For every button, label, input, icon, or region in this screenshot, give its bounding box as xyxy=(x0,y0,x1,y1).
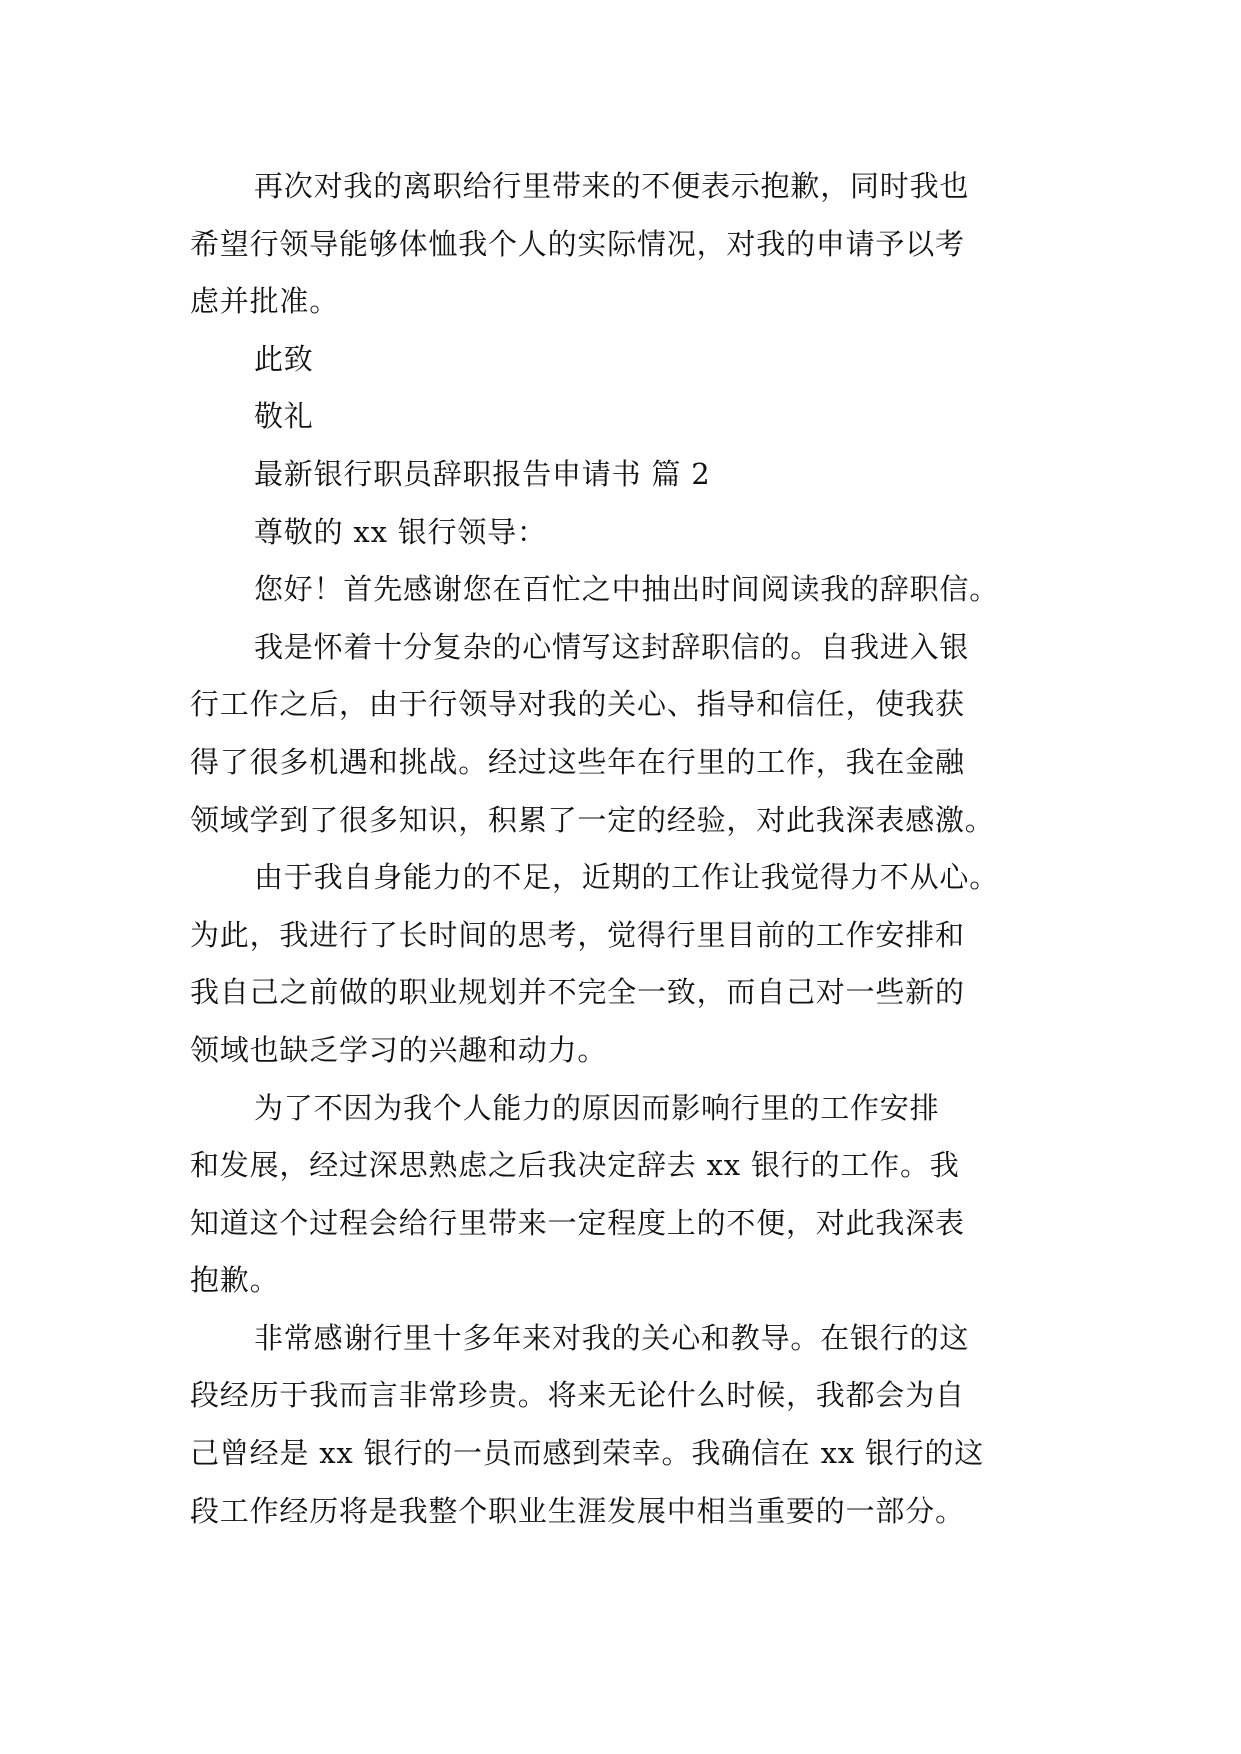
text-line: 领域学到了很多知识，积累了一定的经验，对此我深表感激。 xyxy=(190,802,995,837)
text-line: 和发展，经过深思熟虑之后我决定辞去 xx 银行的工作。我 xyxy=(190,1148,960,1183)
text-line: 希望行领导能够体恤我个人的实际情况，对我的申请予以考 xyxy=(190,226,965,261)
text-line: 虑并批准。 xyxy=(190,284,340,319)
text-line: 知道这个过程会给行里带来一定程度上的不便，对此我深表 xyxy=(190,1205,965,1240)
paragraph-opening xyxy=(190,561,1070,619)
paragraph-decision xyxy=(190,1080,1070,1310)
text-line: 己曾经是 xx 银行的一员而感到荣幸。我确信在 xx 银行的这 xyxy=(190,1436,985,1471)
text-line: 段工作经历将是我整个职业生涯发展中相当重要的一部分。 xyxy=(190,1493,965,1528)
section-heading xyxy=(190,446,1070,504)
text-line: 行工作之后，由于行领导对我的关心、指导和信任，使我获 xyxy=(190,687,965,722)
text-line: 段经历于我而言非常珍贵。将来无论什么时候，我都会为自 xyxy=(190,1378,965,1413)
paragraph-closing-apology xyxy=(190,158,1070,331)
text-line: 抱歉。 xyxy=(190,1263,280,1298)
text-line: 再次对我的离职给行里带来的不便表示抱歉，同时我也 xyxy=(254,169,970,203)
text-line: 您好！首先感谢您在百忙之中抽出时间阅读我的辞职信。 xyxy=(254,572,1000,607)
text-line: 为此，我进行了长时间的思考，觉得行里目前的工作安排和 xyxy=(190,917,965,952)
text-line: 我自己之前做的职业规划并不完全一致，而自己对一些新的 xyxy=(190,975,965,1010)
text-line: 领域也缺乏学习的兴趣和动力。 xyxy=(190,1032,608,1067)
letter-greeting xyxy=(190,504,1070,562)
text-line: 敬礼 xyxy=(254,399,314,434)
section-title: 最新银行职员辞职报告申请书 篇 2 xyxy=(254,456,711,491)
text-line: 此致 xyxy=(254,341,314,376)
closing-salutation xyxy=(190,331,1070,389)
paragraph-reason xyxy=(190,849,1070,1079)
text-line: 非常感谢行里十多年来对我的关心和教导。在银行的这 xyxy=(254,1320,970,1355)
paragraph-gratitude xyxy=(190,619,1070,849)
text-line: 尊敬的 xx 银行领导： xyxy=(254,514,547,549)
text-line: 得了很多机遇和挑战。经过这些年在行里的工作，我在金融 xyxy=(190,744,965,779)
text-line: 由于我自身能力的不足，近期的工作让我觉得力不从心。 xyxy=(254,860,1000,895)
document-body xyxy=(190,158,1070,1540)
text-line: 为了不因为我个人能力的原因而影响行里的工作安排 xyxy=(254,1090,940,1125)
closing-regards xyxy=(190,388,1070,446)
text-line: 我是怀着十分复杂的心情写这封辞职信的。自我进入银 xyxy=(254,629,970,664)
paragraph-thanks xyxy=(190,1310,1070,1540)
